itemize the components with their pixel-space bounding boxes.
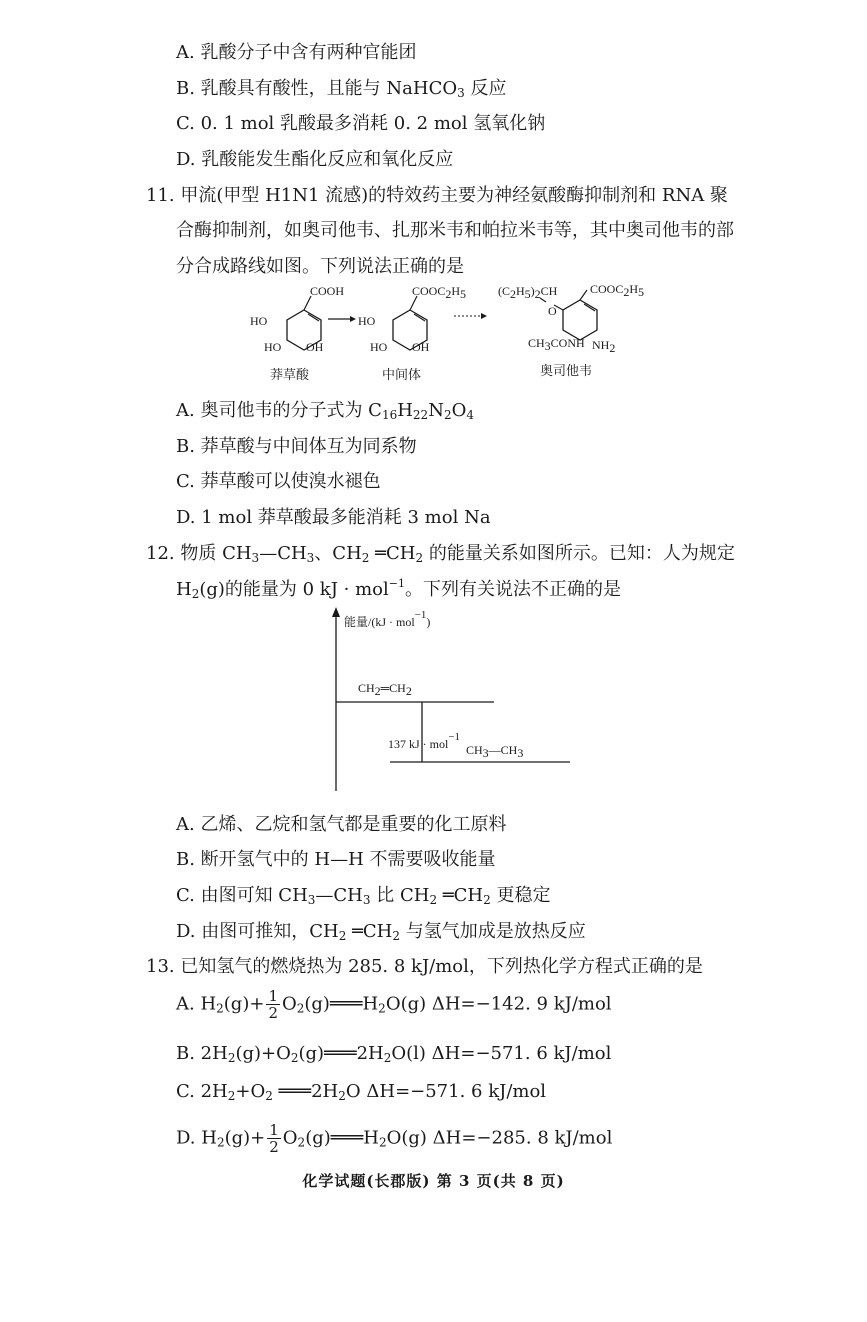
q12-option-c: C. 由图可知 $CH_3—CH_3$ 比 $CH_2$ $═CH_2$ 更稳定 <box>176 885 551 907</box>
q13-option-c: C. $2H_2+O_2$ $═══2H_2O$ ΔH=−571. 6 kJ/mol <box>176 1081 547 1103</box>
energy-gap-label: 137 kJ · mol$^{-1}$ <box>388 731 461 751</box>
q10-option-b <box>176 74 506 100</box>
ho-label-2: HO <box>264 340 282 354</box>
q10-option-d: D. 乳酸能发生酯化反应和氧化反应 <box>176 149 454 170</box>
energy-axis-label: 能量/(kJ · mol$^{-1}$) <box>344 609 431 629</box>
ho-label-3: HO <box>358 314 376 328</box>
energy-diagram-svg <box>320 605 580 795</box>
shikimic-acid-caption: 莽草酸 <box>270 368 310 383</box>
ethane-level-label: $CH_3—CH_3$ <box>466 743 524 760</box>
q11-option-c: C. 莽草酸可以使溴水褪色 <box>176 471 381 492</box>
one-half-fraction: $\frac{1}{2}$ <box>269 1121 279 1156</box>
q10-option-c: C. 0. 1 mol 乳酸最多消耗 0. 2 mol 氢氧化钠 <box>176 113 546 134</box>
q10-option-a: A. 乳酸分子中含有两种官能团 <box>176 42 417 63</box>
oseltamivir-caption: 奥司他韦 <box>540 364 593 379</box>
q10-b-post: 反应 <box>464 78 507 99</box>
acetamido-label: $CH_3CONH$ <box>528 336 585 353</box>
q11-option-b: B. 莽草酸与中间体互为同系物 <box>176 436 417 457</box>
q13-stem: 13. 已知氢气的燃烧热为 285. 8 kJ/mol，下列热化学方程式正确的是 <box>146 956 703 977</box>
q11-option-d: D. 1 mol 莽草酸最多能消耗 3 mol Na <box>176 507 491 528</box>
ester-label-1: $COOC_2H_5$ <box>412 284 467 301</box>
page-footer: 化学试题(长郡版) 第 3 页(共 8 页) <box>302 1172 565 1190</box>
q12-stem-line1: 12. 物质 $CH_3—CH_3$、$CH_2$ $═CH_2$ 的能量关系如图所示。已知：人为规定 <box>146 543 735 565</box>
cooh-label: COOH <box>310 284 345 298</box>
q11-synthesis-figure <box>240 280 660 385</box>
one-half-fraction: $\frac{1}{2}$ <box>268 987 278 1022</box>
q13-option-b: B. $2H_2(g)+O_2(g)═══2H_2O(l)$ ΔH=−571. 6 kJ/mol <box>176 1043 612 1065</box>
q11-stem-line3: 分合成路线如图。下列说法正确的是 <box>176 256 464 277</box>
q10-b-pre: B. 乳酸具有酸性，且能与 NaHCO <box>176 78 458 99</box>
q11-stem-line2: 合酶抑制剂，如奥司他韦、扎那米韦和帕拉米韦等，其中奥司他韦的部 <box>176 220 734 241</box>
q12-option-b: B. 断开氢气中的 H—H 不需要吸收能量 <box>176 849 496 870</box>
q12-energy-diagram <box>320 605 580 795</box>
q13-option-d: D. $H_2(g)+$ $\frac{1}{2}$ $O_2(g)═══H_2O(g)$ ΔH=−285. 8 kJ/mol <box>176 1121 613 1156</box>
ethene-level-label: $CH_2═CH_2$ <box>358 681 412 698</box>
pentyl-label: $(C_2H_5)_2CH$ <box>498 284 558 301</box>
amino-label: $NH_2$ <box>592 338 616 355</box>
q12-option-d: D. 由图可推知，$CH_2$ $═CH_2$ 与氢气加成是放热反应 <box>176 921 586 943</box>
q11-option-a: A. 奥司他韦的分子式为 $C_{16}H_{22}N_2O_4$ <box>176 400 474 422</box>
intermediate-caption: 中间体 <box>382 368 422 383</box>
oh-label-2: OH <box>412 340 430 354</box>
ho-label-1: HO <box>250 314 268 328</box>
ho-label-4: HO <box>370 340 388 354</box>
ether-o-label: O <box>548 304 557 318</box>
q12-option-a: A. 乙烯、乙烷和氢气都是重要的化工原料 <box>176 814 507 835</box>
ester-label-2: $COOC_2H_5$ <box>590 282 645 299</box>
q11-stem-line1: 11. 甲流(甲型 H1N1 流感)的特效药主要为神经氨酸酶抑制剂和 RNA 聚 <box>146 185 728 206</box>
q13-option-a: A. $H_2(g)+$ $\frac{1}{2}$ $O_2(g)═══H_2O(g)$ ΔH=−142. 9 kJ/mol <box>176 987 612 1022</box>
q10-b-sub: 3 <box>457 86 465 100</box>
q12-stem-line2: $H_2(g)$的能量为 0 kJ · mol$^{-1}$。下列有关说法不正确的是 <box>176 577 621 601</box>
oh-label-1: OH <box>306 340 324 354</box>
